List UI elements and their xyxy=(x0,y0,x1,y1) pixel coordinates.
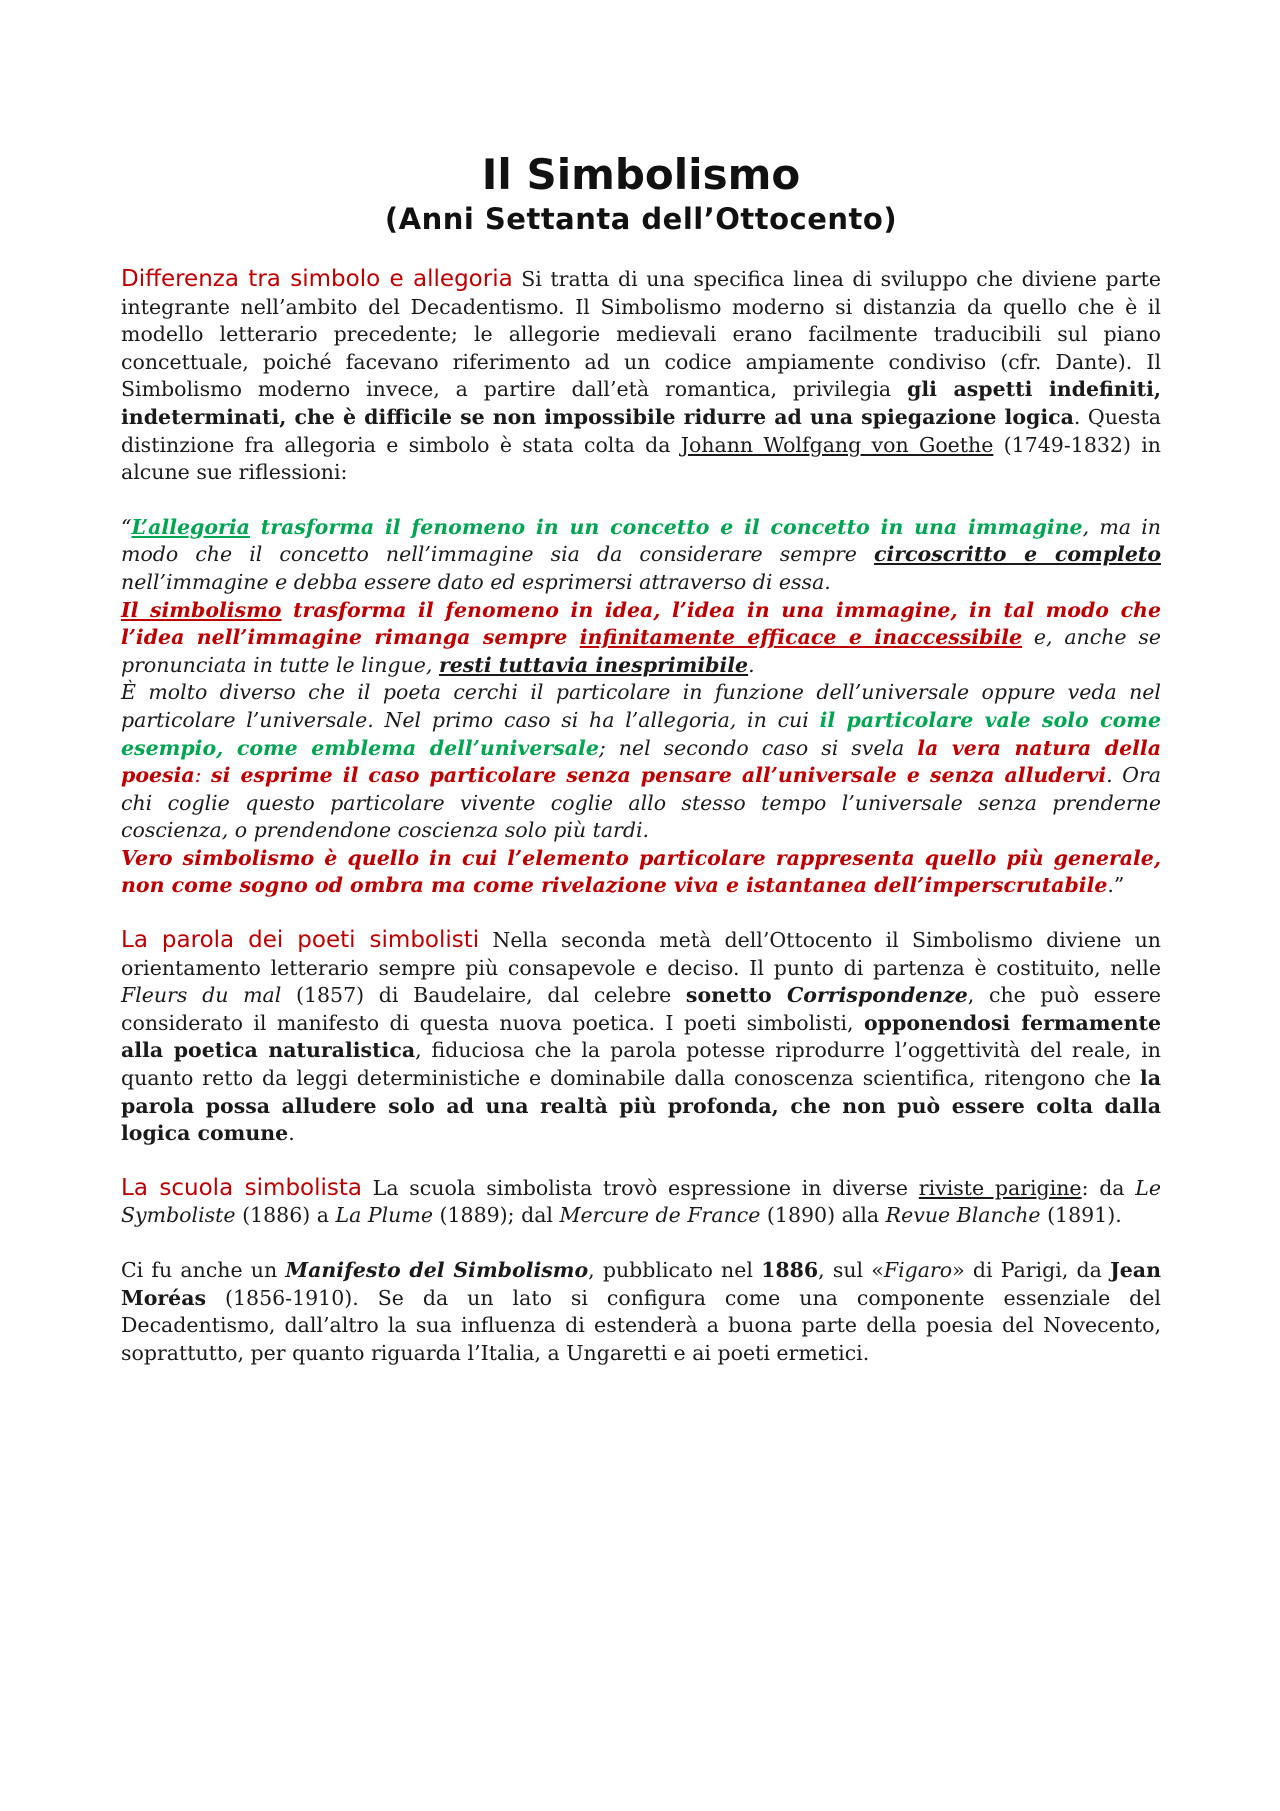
goethe-name: Johann Wolfgang von Goethe xyxy=(680,432,994,457)
paragraph-scuola-simbolista: La scuola simbolista La scuola simbolista trovò espressione in diverse riviste parigine: da Le Symboliste (1886) a La Plume (1889); dal Mercure de France (1890) alla Revue Blanche (1891). xyxy=(121,1174,1161,1228)
quote-vero-simbolismo: Vero simbolismo è quello in cui l’elemento particolare rappresenta quello più generale, non come sogno od ombra ma come rivelazione viva e istantanea dell’imperscrutabile.” xyxy=(121,845,1161,898)
quote-allegoria: “L’allegoria trasforma il fenomeno in un concetto e il concetto in una immagine, ma in modo che il concetto nell’immagine sia da considerare sempre circoscritto e completo nell’immagine e debba essere dato ed esprimersi attraverso di essa. xyxy=(121,514,1162,594)
section-heading: Differenza tra simbolo e allegoria xyxy=(121,266,513,292)
document-page xyxy=(121,150,1161,1367)
paragraph-parola-poeti: La parola dei poeti simbolisti Nella seconda metà dell’Ottocento il Simbolismo diviene un orientamento letterario sempre più consapevole e deciso. Il punto di partenza è costituito, nelle Fleurs du mal (1857) di Baudelaire, dal celebre sonetto Corrispondenze, che può essere considerato il manifesto di questa nuova poetica. I poeti simbolisti, opponendosi fermamente alla poetica naturalistica, fiduciosa che la parola potesse riprodurre l’oggettività del reale, in quanto retto da leggi deterministiche e dominabile dalla conoscenza scientifica, ritengono che la parola possa alludere solo ad una realtà più profonda, che non può essere colta dalla logica comune. xyxy=(121,927,1161,1146)
paragraph-manifesto: Ci fu anche un Manifesto del Simbolismo, pubblicato nel 1886, sul «Figaro» di Parigi, da Jean Moréas (1856-1910). Se da un lato si configura come una componente essenziale del Decadentismo, dall’altro la sua influenza di estenderà a buona parte della poesia del Novecento, soprattutto, per quanto riguarda l’Italia, a Ungaretti e ai poeti ermetici. xyxy=(121,1258,1161,1365)
paragraph-simbolo-allegoria: Differenza tra simbolo e allegoria Si tratta di una specifica linea di sviluppo che diviene parte integrante nell’ambito del Decadentismo. Il Simbolismo moderno si distanzia da quello che è il modello letterario precedente; le allegorie medievali erano facilmente traducibili sul piano concettuale, poiché facevano riferimento ad un codice ampiamente condiviso (cfr. Dante). Il Simbolismo moderno invece, a partire dall’età romantica, privilegia gli aspetti indefiniti, indeterminati, che è difficile se non impossibile ridurre ad una spiegazione logica. Questa distinzione fra allegoria e simbolo è stata colta da Johann Wolfgang von Goethe (1749-1832) in alcune sue riflessioni: xyxy=(121,266,1162,485)
page-title: Il Simbolismo xyxy=(481,150,801,199)
goethe-quote xyxy=(121,514,1161,900)
quote-particolare: È molto diverso che il poeta cerchi il particolare in funzione dell’universale oppure veda nel particolare l’universale. Nel primo caso si ha l’allegoria, in cui il particolare vale solo come esempio, come emblema dell’universale; nel secondo caso si svela la vera natura della poesia: si esprime il caso particolare senza pensare all’universale e senza alludervi. Ora chi coglie questo particolare vivente coglie allo stesso tempo l’universale senza prenderne coscienza, o prendendone coscienza solo più tardi. xyxy=(121,680,1161,843)
page-subtitle: (Anni Settanta dell’Ottocento) xyxy=(384,202,898,236)
section-heading: La scuola simbolista xyxy=(121,1174,362,1201)
section-heading: La parola dei poeti simbolisti xyxy=(121,927,480,954)
quote-simbolismo: Il simbolismo trasforma il fenomeno in idea, l’idea in una immagine, in tal modo che l’idea nell’immagine rimanga sempre infinitamente efficace e inaccessibile e, anche se pronunciata in tutte le lingue, resti tuttavia inesprimibile. xyxy=(121,597,1162,677)
